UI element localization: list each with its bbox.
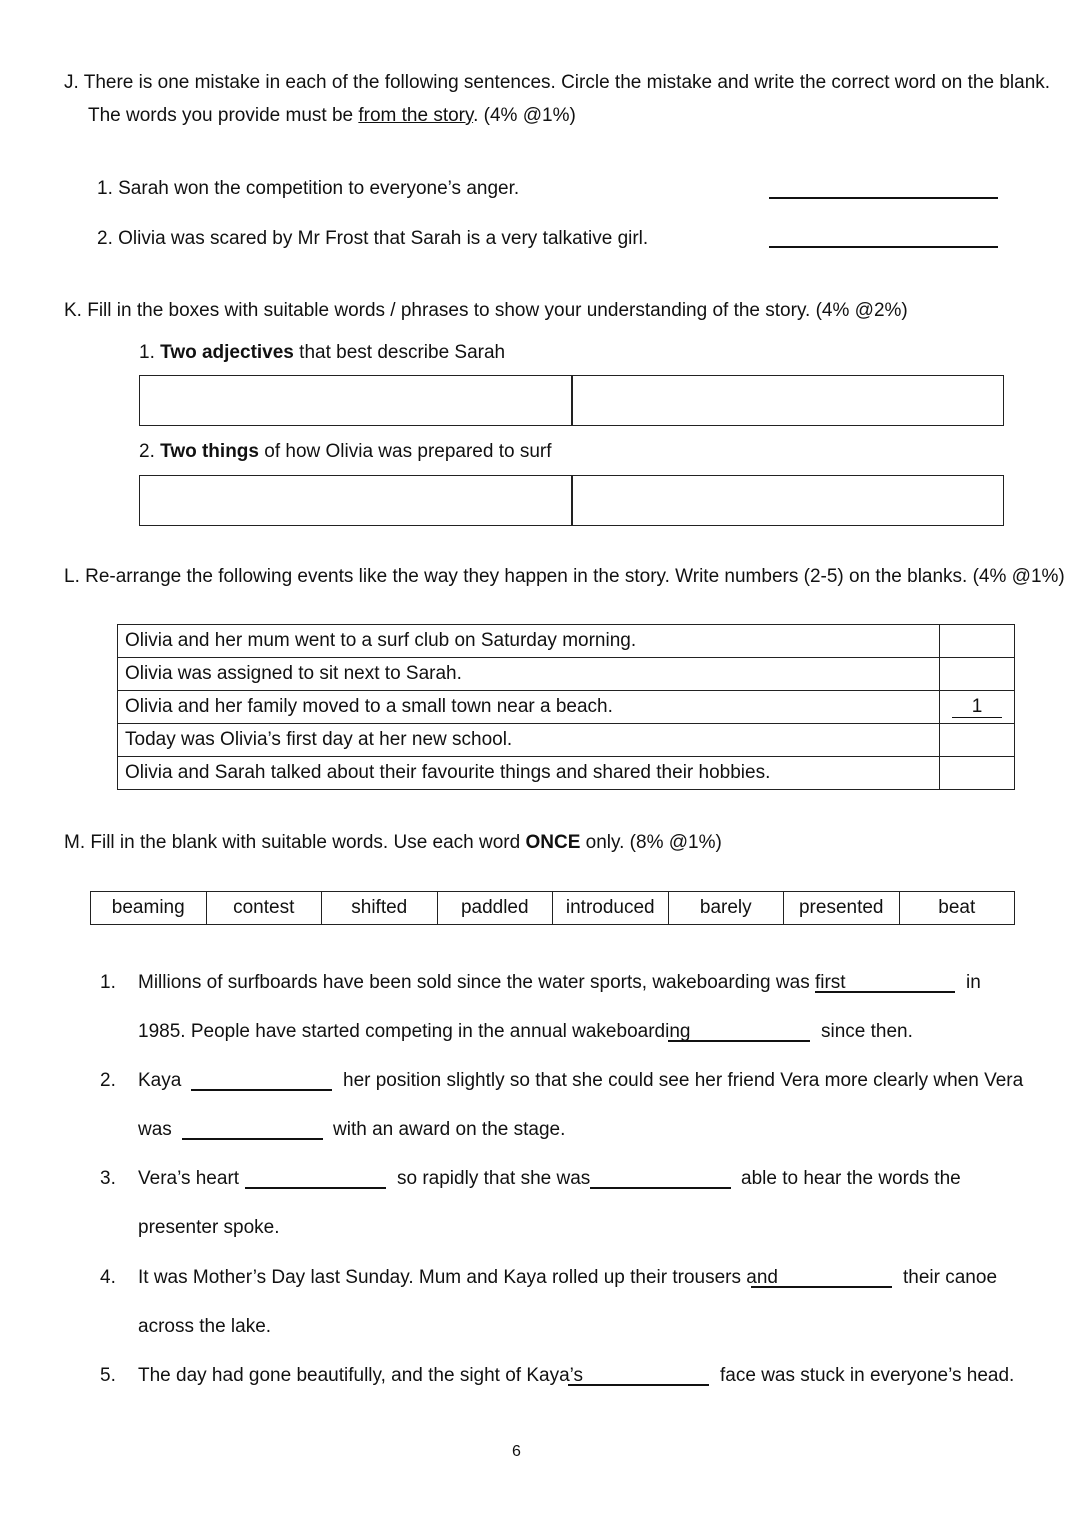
k2-answer-box-2[interactable] — [571, 475, 1004, 526]
word-bank-word: shifted — [322, 892, 438, 925]
table-row — [118, 724, 1015, 757]
k1-answer-box-2[interactable] — [571, 375, 1004, 426]
k1-answer-box-1[interactable] — [139, 375, 573, 426]
m-q1-number: 1. — [100, 972, 116, 993]
events-table — [117, 624, 1015, 790]
table-row — [118, 757, 1015, 790]
m-q4-text-a: It was Mother’s Day last Sunday. Mum and Kaya rolled up their trousers and — [138, 1267, 778, 1288]
j-item-1: 1. Sarah won the competition to everyone’s anger. — [97, 178, 520, 199]
m-q5-blank-1[interactable] — [568, 1384, 709, 1386]
k2-answer-box-1[interactable] — [139, 475, 573, 526]
word-bank-word: beat — [899, 892, 1015, 925]
event-number-cell[interactable] — [940, 625, 1015, 658]
word-bank-word: presented — [784, 892, 900, 925]
event-number-cell[interactable] — [940, 757, 1015, 790]
m-q1-blank-1[interactable] — [815, 991, 955, 993]
section-m-heading: M. Fill in the blank with suitable words. Use each word ONCE only. (8% @1%) — [64, 832, 722, 853]
table-row — [118, 658, 1015, 691]
m-q3-text-a: Vera’s heart — [138, 1168, 240, 1189]
m-q4-text-c: across the lake. — [138, 1316, 272, 1337]
word-bank-word: introduced — [553, 892, 669, 925]
m-q2-text-b: her position slightly so that she could see her friend Vera more clearly when Vera — [343, 1070, 1024, 1091]
word-bank-word: beaming — [91, 892, 207, 925]
j-answer-blank-1[interactable] — [769, 197, 998, 199]
word-bank — [90, 891, 1015, 925]
event-number-cell[interactable] — [940, 691, 1015, 724]
m-q3-text-d: presenter spoke. — [138, 1217, 280, 1238]
m-q2-blank-1[interactable] — [191, 1089, 332, 1091]
table-row — [91, 892, 1015, 925]
m-q4-text-b: their canoe — [903, 1267, 998, 1288]
word-bank-word: contest — [206, 892, 322, 925]
m-q2-text-c: was — [138, 1119, 172, 1140]
m-q2-text-a: Kaya — [138, 1070, 182, 1091]
table-row — [118, 625, 1015, 658]
m-q3-number: 3. — [100, 1168, 116, 1189]
event-text: Olivia and Sarah talked about their favourite things and shared their hobbies. — [118, 757, 940, 790]
j-item-2: 2. Olivia was scared by Mr Frost that Sarah is a very talkative girl. — [97, 228, 649, 249]
m-q3-text-b: so rapidly that she was — [397, 1168, 591, 1189]
m-q4-blank-1[interactable] — [751, 1286, 892, 1288]
k-question-2: 2. Two things of how Olivia was prepared to surf — [139, 441, 552, 462]
m-q1-text-a: Millions of surfboards have been sold since the water sports, wakeboarding was first — [138, 972, 846, 993]
page-number: 6 — [512, 1443, 521, 1460]
m-q1-text-d: since then. — [821, 1021, 913, 1042]
word-bank-word: barely — [668, 892, 784, 925]
event-number-cell[interactable] — [940, 658, 1015, 691]
word-bank-word: paddled — [437, 892, 553, 925]
table-row — [118, 691, 1015, 724]
m-q3-blank-2[interactable] — [590, 1187, 731, 1189]
m-q3-text-c: able to hear the words the — [741, 1168, 961, 1189]
m-q2-text-d: with an award on the stage. — [333, 1119, 566, 1140]
section-j-heading: J. There is one mistake in each of the following sentences. Circle the mistake and write the correct word on the blank. — [64, 72, 1051, 93]
event-text: Olivia and her mum went to a surf club on Saturday morning. — [118, 625, 940, 658]
m-q3-blank-1[interactable] — [245, 1187, 386, 1189]
event-number-example: 1 — [952, 697, 1002, 719]
m-q1-text-b: in — [966, 972, 981, 993]
event-text: Olivia and her family moved to a small town near a beach. — [118, 691, 940, 724]
event-text: Today was Olivia’s first day at her new school. — [118, 724, 940, 757]
section-k-heading: K. Fill in the boxes with suitable words / phrases to show your understanding of the story. (4% @2%) — [64, 300, 908, 321]
m-q5-text-a: The day had gone beautifully, and the sight of Kaya’s — [138, 1365, 584, 1386]
event-number-cell[interactable] — [940, 724, 1015, 757]
m-q1-blank-2[interactable] — [668, 1040, 810, 1042]
j-answer-blank-2[interactable] — [769, 246, 998, 248]
m-q2-number: 2. — [100, 1070, 116, 1091]
m-q5-text-b: face was stuck in everyone’s head. — [720, 1365, 1015, 1386]
m-q4-number: 4. — [100, 1267, 116, 1288]
event-text: Olivia was assigned to sit next to Sarah. — [118, 658, 940, 691]
m-q5-number: 5. — [100, 1365, 116, 1386]
section-j-instruction: The words you provide must be from the story. (4% @1%) — [88, 105, 576, 126]
k-question-1: 1. Two adjectives that best describe Sarah — [139, 342, 506, 363]
m-q2-blank-2[interactable] — [182, 1138, 323, 1140]
m-q1-text-c: 1985. People have started competing in the annual wakeboarding — [138, 1021, 691, 1042]
section-l-heading: L. Re-arrange the following events like the way they happen in the story. Write numbers (2-5) on the blanks. (4% @1%) — [64, 566, 1065, 587]
